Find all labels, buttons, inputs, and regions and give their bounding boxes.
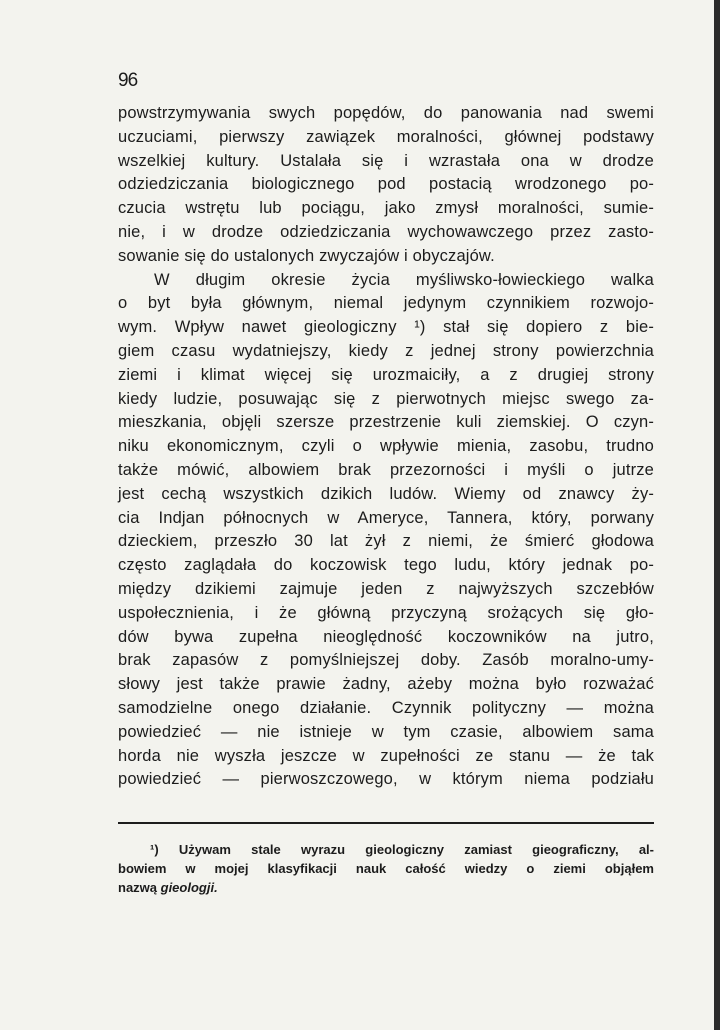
footnote-line: ¹) Używam stale wyrazu gieologiczny zamiast gieograficzny, al- <box>150 842 654 857</box>
text-line: sowanie się do ustalonych zwyczajów i obyczajów. <box>118 246 495 265</box>
page-number: 96 <box>118 70 138 91</box>
text-line: czucia wstrętu lub pociągu, jako zmysł moralności, sumie- <box>118 199 654 218</box>
text-line: mieszkania, objęli szersze przestrzenie kuli ziemskiej. O czyn- <box>118 413 654 432</box>
text-line: nie, i w drodze odziedziczania wychowawczego przez zasto- <box>118 222 654 241</box>
text-line: niku ekonomicznym, czyli o wpływie mienia, zasobu, trudno <box>118 437 654 456</box>
footnote-line <box>118 878 654 897</box>
text-line: powiedzieć — nie istnieje w tym czasie, albowiem sama <box>118 722 654 741</box>
text-line: często zaglądała do koczowisk tego ludu, który jednak po- <box>118 556 654 575</box>
text-line: powiedzieć — pierwoszczowego, w którym niema podziału <box>118 770 654 789</box>
text-line: jest cechą wszystkich dzikich ludów. Wiemy od znawcy ży- <box>118 484 654 503</box>
text-line: uczuciami, pierwszy zawiązek moralności, głównej podstawy <box>118 127 654 146</box>
footnote-line: bowiem w mojej klasyfikacji nauk całość wiedzy o ziemi objąłem <box>118 861 654 876</box>
footnote-text: nazwą <box>118 880 161 895</box>
text-line: między dzikiemi zajmuje jeden z najwyższych szczebłów <box>118 579 654 598</box>
text-line: dów bywa zupełna nieoględność koczowników na jutro, <box>118 627 654 646</box>
text-line: wszelkiej kultury. Ustalała się i wzrastała ona w drodze <box>118 151 654 170</box>
footnote <box>118 840 654 897</box>
text-line: samodzielne onego działanie. Czynnik polityczny — można <box>118 698 654 717</box>
text-line: także mówić, albowiem brak przezorności i myśli o jutrze <box>118 460 654 479</box>
text-line: o byt była głównym, niemal jedynym czynnikiem rozwojo- <box>118 294 654 313</box>
text-line: odziedziczania biologicznego pod postacią wrodzonego po- <box>118 175 654 194</box>
text-line: uspołecznienia, i że główną przyczyną srożących się gło- <box>118 603 654 622</box>
text-line: cia Indjan północnych w Ameryce, Tannera, który, porwany <box>118 508 654 527</box>
page-edge-shadow <box>714 0 720 1030</box>
text-line: ziemi i klimat więcej się urozmaiciły, a z drugiej strony <box>118 365 654 384</box>
text-line: horda nie wyszła jeszcze w zupełności ze stanu — że tak <box>118 746 654 765</box>
text-line: powstrzymywania swych popędów, do panowania nad swemi <box>118 104 654 122</box>
body-text <box>118 102 654 792</box>
text-line: brak zapasów z pomyślniejszej doby. Zasób moralno-umy- <box>118 651 654 670</box>
text-line: W długim okresie życia myśliwsko-łowieckiego walka <box>154 270 654 289</box>
footnote-divider <box>118 822 654 824</box>
text-line: słowy jest także prawie żadny, ażeby można było rozważać <box>118 675 654 694</box>
text-line: dzieckiem, przeszło 30 lat żył z niemi, że śmierć głodowa <box>118 532 654 551</box>
text-line: giem czasu wydatniejszy, kiedy z jednej strony powierzchnia <box>118 341 654 360</box>
text-line: kiedy ludzie, posuwając się z pierwotnych miejsc swego za- <box>118 389 654 408</box>
text-line: wym. Wpływ nawet gieologiczny ¹) stał się dopiero z bie- <box>118 318 654 337</box>
footnote-italic-term: gieologji. <box>160 880 218 895</box>
